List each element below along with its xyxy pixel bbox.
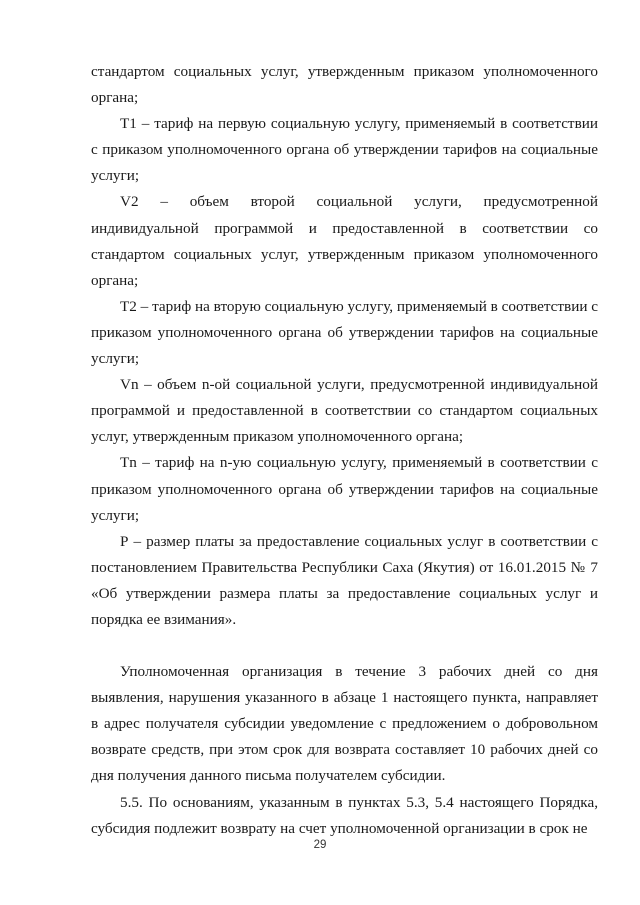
paragraph-tn-definition: Тn – тариф на n-ую социальную услугу, применяемый в соответствии с приказом уполномоченного органа об утверждении тарифов на социальные услуги; xyxy=(91,454,598,524)
paragraph-v1-continuation: стандартом социальных услуг, утвержденным приказом уполномоченного органа; xyxy=(91,63,598,107)
paragraph-t2-definition: Т2 – тариф на вторую социальную услугу, применяемый в соответствии с приказом уполномоченного органа об утверждении тарифов на социальные услуги; xyxy=(91,297,598,368)
document-body xyxy=(91,59,598,842)
paragraph-clause-5-5: 5.5. По основаниям, указанным в пунктах 5.3, 5.4 настоящего Порядка, субсидия подлежит возврату на счет уполномоченной организации в срок не xyxy=(91,793,598,837)
paragraph-refund-notice: Уполномоченная организация в течение 3 рабочих дней со дня выявления, нарушения указанного в абзаце 1 настоящего пункта, направляет в адрес получателя субсидии уведомление с предложением о добровольном возврате средств, при этом срок для возврата составляет 10 рабочих дней со дня получения данного письма получателем субсидии. xyxy=(91,663,598,785)
paragraph-vn-definition: Vn – объем n-ой социальной услуги, предусмотренной индивидуальной программой и предоставленной в соответствии со стандартом социальных услуг, утвержденным приказом уполномоченного органа; xyxy=(91,376,598,446)
paragraph-p-definition: Р – размер платы за предоставление социальных услуг в соответствии с постановлением Правительства Республики Саха (Якутия) от 16.01.2015 № 7 «Об утверждении размера платы за предоставление социальных услуг и порядка ее взимания». xyxy=(91,532,598,628)
paragraph-spacer xyxy=(91,633,598,659)
paragraph-v2-definition: V2 – объем второй социальной услуги, предусмотренной индивидуальной программой и предоставленной в соответствии со стандартом социальных услуг, утвержденным приказом уполномоченного органа; xyxy=(91,193,598,289)
paragraph-t1-definition: Т1 – тариф на первую социальную услугу, применяемый в соответствии с приказом уполномоченного органа об утверждении тарифов на социальные услуги; xyxy=(91,115,598,185)
page-number: 29 xyxy=(313,839,327,851)
